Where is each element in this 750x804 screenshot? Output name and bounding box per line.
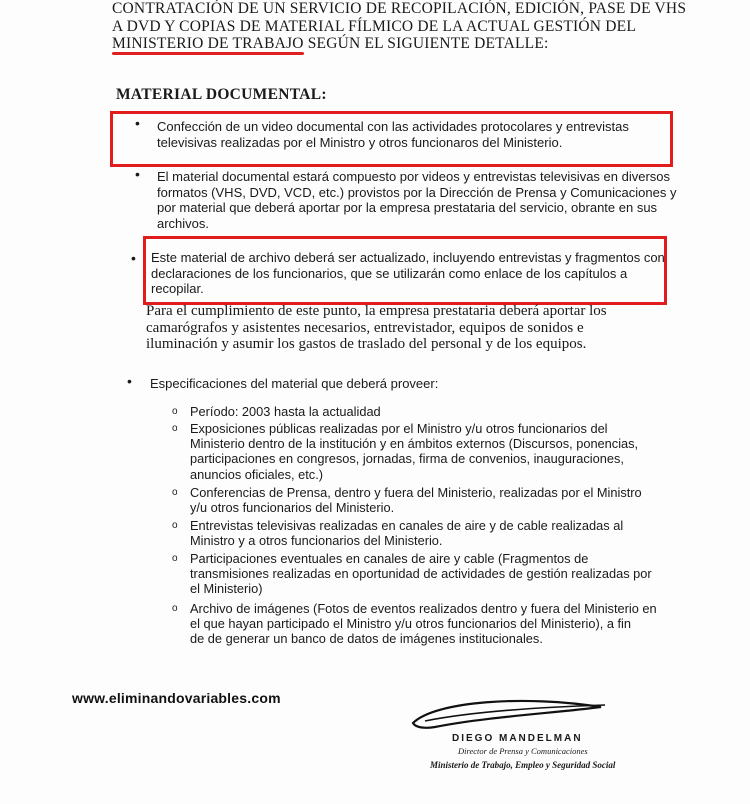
sub-item-1 [190,404,381,419]
sub-item-2-line-3: participaciones en congresos, jornadas, firma de convenios, inauguraciones, [190,451,624,467]
section-title: MATERIAL DOCUMENTAL: [116,86,327,103]
highlighted-ministry: MINISTERIO DE TRABAJO [112,35,304,52]
sub-item-3-line-1: Conferencias de Prensa, dentro y fuera del Ministerio, realizadas por el Ministro [190,485,642,500]
header-line-3: MINISTERIO DE TRABAJO SEGÚN EL SIGUIENTE DETALLE: [112,35,732,53]
sub-item-2-line-1: Exposiciones públicas realizadas por el Ministro y/u otros funcionarios del [190,421,608,436]
bullet-3-line-2: declaraciones de los funcionarios, que se utilizarán como enlace de los capítulos a [151,265,628,281]
bullet-item-4: Especificaciones del material que deberá proveer: [150,376,439,391]
sub-item-4-line-1: Entrevistas televisivas realizadas en canales de aire y de cable realizadas al [190,518,624,533]
bullet-1-line-1: Confección de un video documental con las actividades protocolares y entrevistas [157,119,629,134]
sub-item-5-line-3: el Ministerio) [190,581,263,597]
sub-item-1-line-1: Período: 2003 hasta la actualidad [190,404,381,419]
paragraph-line-2: camarógrafos y asistentes necesarios, entrevistador, equipos de sonidos e [146,319,584,336]
bullet-2-line-4: archivos. [157,215,210,231]
bullet-dot: • [131,250,136,266]
sub-bullet-circle: o [172,603,178,614]
bullet-2-line-3: por material que deberá aportar por la empresa prestataria del servicio, obrante en sus [157,200,658,215]
signatory-name: DIEGO MANDELMAN [452,733,583,744]
bullet-dot: • [135,166,140,182]
sub-item-4 [190,518,623,548]
sub-item-6-line-1: Archivo de imágenes (Fotos de eventos realizados dentro y fuera del Ministerio en [190,601,657,616]
header-line-2: A DVD Y COPIAS DE MATERIAL FÍLMICO DE LA ACTUAL GESTIÓN DEL [112,17,637,35]
sub-item-3-line-2: y/u otros funcionarios del Ministerio. [190,500,395,516]
bullet-item-2 [157,169,677,231]
bullet-dot: • [127,373,132,389]
signatory-organization: Ministerio de Trabajo, Empleo y Seguridad Social [430,760,616,770]
red-underline [112,52,304,55]
bullet-dot: • [135,115,140,131]
paragraph-line-1: Para el cumplimiento de este punto, la empresa prestataria deberá aportar los [146,303,607,319]
sub-item-5-line-1: Participaciones eventuales en canales de aire y cable (Fragmentos de [190,551,589,566]
sub-item-3 [190,485,642,515]
bullet-3-line-1: Este material de archivo deberá ser actualizado, incluyendo entrevistas y fragmentos con [151,250,665,265]
sub-item-5-line-2: transmisiones realizadas en oportunidad de actividades de gestión realizadas por [190,566,652,582]
sub-item-6 [190,601,657,647]
sub-item-2 [190,421,638,482]
paragraph-line-3: iluminación y asumir los gastos de traslado del personal y de los equipos. [146,336,587,352]
bullet-item-1 [157,119,662,150]
watermark-url: www.eliminandovariables.com [72,690,281,706]
bullet-3-line-3: recopilar. [151,281,204,296]
sub-item-2-line-4: anuncios oficiales, etc.) [190,466,324,482]
header-line-1: CONTRATACIÓN DE UN SERVICIO DE RECOPILACIÓN, EDICIÓN, PASE DE VHS [112,0,687,17]
sub-item-6-line-2: el que hayan participado el Ministro y/u otros funcionarios del Ministerio), a fin [190,616,632,632]
sub-item-4-line-2: Ministro y a otros funcionarios del Ministerio. [190,533,443,549]
sub-bullet-circle: o [172,406,178,417]
bullet-item-3 [151,250,665,297]
compliance-paragraph [146,303,654,353]
sub-item-2-line-2: Ministerio dentro de la institución y en ámbitos externos (Discursos, ponencias, [190,436,639,452]
sub-item-6-line-3: de de generar un banco de datos de imágenes institucionales. [190,631,543,647]
bullet-1-line-2: televisivas realizadas por el Ministro y otros funcionaros del Ministerio. [157,134,563,150]
signatory-title: Director de Prensa y Comunicaciones [458,746,588,756]
sub-item-5 [190,551,652,597]
sub-bullet-circle: o [172,520,178,531]
bullet-2-line-2: formatos (VHS, DVD, VCD, etc.) provistos por la Dirección de Prensa y Comunicaciones y [157,184,677,200]
sub-bullet-circle: o [172,423,178,434]
bullet-2-line-1: El material documental estará compuesto por videos y entrevistas televisivas en diversos [157,169,671,184]
sub-bullet-circle: o [172,487,178,498]
document-header [112,0,732,53]
sub-bullet-circle: o [172,553,178,564]
